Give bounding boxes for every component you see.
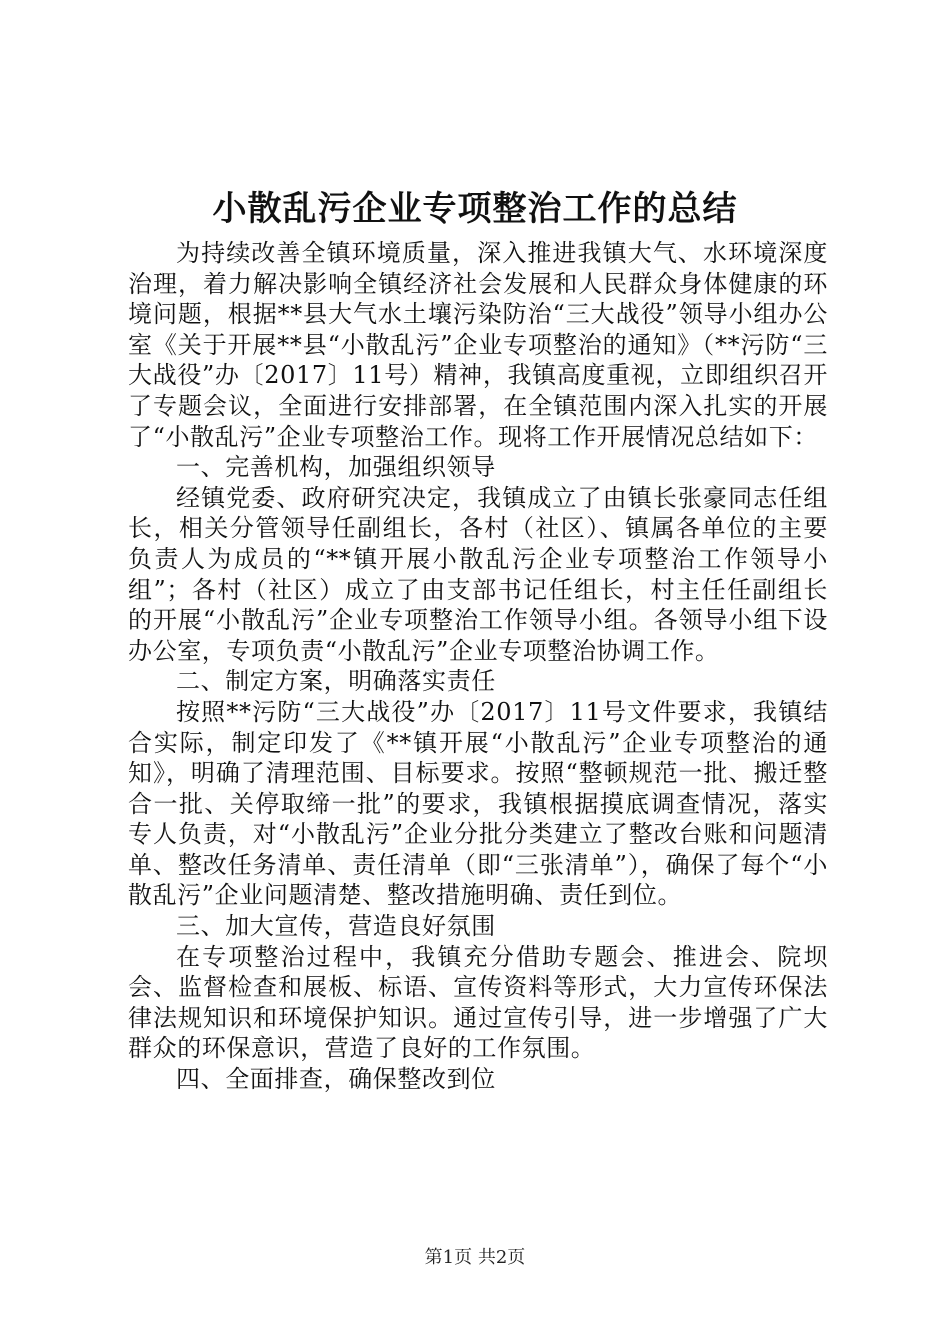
document-body bbox=[128, 238, 828, 1095]
section-heading-1: 一、完善机构，加强组织领导 bbox=[176, 453, 496, 482]
paragraph-section-3: 在专项整治过程中，我镇充分借助专题会、推进会、院坝会、监督检查和展板、标语、宣传资料等形式，大力宣传环保法律法规知识和环境保护知识。通过宣传引导，进一步增强了广大群众的环保意识，营造了良好的工作氛围。 bbox=[128, 942, 828, 1063]
section-heading-2: 二、制定方案，明确落实责任 bbox=[176, 667, 496, 696]
paragraph-section-2: 按照**污防“三大战役”办〔2017〕11号文件要求，我镇结合实际，制定印发了《**镇开展“小散乱污”企业专项整治的通知》，明确了清理范围、目标要求。按照“整顿规范一批、搬迁整合一批、关停取缔一批”的要求，我镇根据摸底调查情况，落实专人负责，对“小散乱污”企业分批分类建立了整改台账和问题清单、整改任务清单、责任清单（即“三张清单”），确保了每个“小散乱污”企业问题清楚、整改措施明确、责任到位。 bbox=[128, 697, 828, 910]
section-heading-4: 四、全面排查，确保整改到位 bbox=[176, 1065, 496, 1094]
paragraph-intro: 为持续改善全镇环境质量，深入推进我镇大气、水环境深度治理，着力解决影响全镇经济社会发展和人民群众身体健康的环境问题，根据**县大气水土壤污染防治“三大战役”领导小组办公室《关于开展**县“小散乱污”企业专项整治的通知》（**污防“三大战役”办〔2017〕11号）精神，我镇高度重视，立即组织召开了专题会议，全面进行安排部署，在全镇范围内深入扎实的开展了“小散乱污”企业专项整治工作。现将工作开展情况总结如下： bbox=[128, 239, 828, 451]
page-number-footer: 第1页 共2页 bbox=[424, 1247, 526, 1268]
section-heading-3: 三、加大宣传，营造良好氛围 bbox=[176, 912, 496, 941]
document-title: 小散乱污企业专项整治工作的总结 bbox=[212, 189, 738, 229]
paragraph-section-1: 经镇党委、政府研究决定，我镇成立了由镇长张豪同志任组长，相关分管领导任副组长，各村（社区）、镇属各单位的主要负责人为成员的“**镇开展小散乱污企业专项整治工作领导小组”；各村（社区）成立了由支部书记任组长，村主任任副组长的开展“小散乱污”企业专项整治工作领导小组。各领导小组下设办公室，专项负责“小散乱污”企业专项整治协调工作。 bbox=[128, 483, 828, 665]
